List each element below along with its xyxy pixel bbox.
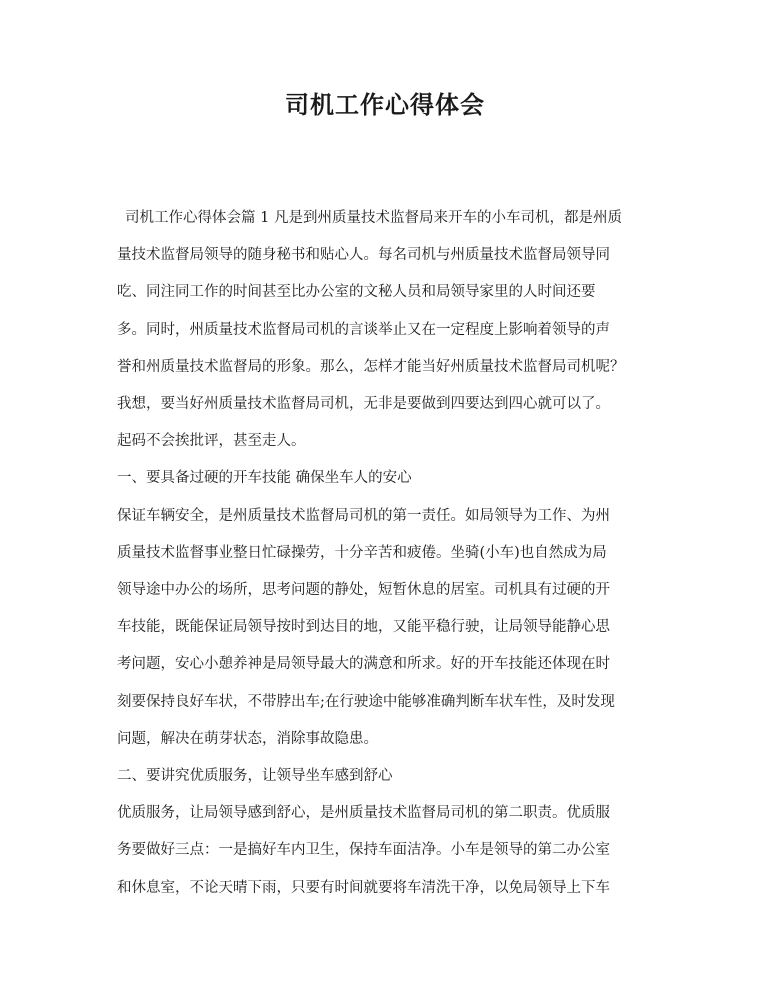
paragraph-line: 吃、同注同工作的时间甚至比办公室的文秘人员和局领导家里的人时间还要 (117, 284, 596, 301)
paragraph-line: 多。同时，州质量技术监督局司机的言谈举止又在一定程度上影响着领导的声 (117, 321, 610, 338)
paragraph-line: 和休息室，不论天晴下雨，只要有时间就要将车清洗干净，以免局领导上下车 (117, 879, 610, 896)
paragraph-line: 质量技术监督事业整日忙碌操劳，十分辛苦和疲倦。坐骑(小车)也自然成为局 (117, 544, 607, 561)
document-body (117, 200, 662, 907)
document-title: 司机工作心得体会 (285, 90, 485, 119)
paragraph-line: 司机工作心得体会篇 1 凡是到州质量技术监督局来开车的小车司机，都是州质 (125, 210, 622, 226)
paragraph-line: 我想，要当好州质量技术监督局司机，无非是要做到四要达到四心就可以了。 (117, 396, 610, 413)
paragraph-line: 起码不会挨批评，甚至走人。 (117, 433, 306, 450)
paragraph-line: 考问题，安心小憩养神是局领导最大的满意和所求。好的开车技能还体现在时 (117, 656, 610, 673)
paragraph-line: 量技术监督局领导的随身秘书和贴心人。每名司机与州质量技术监督局领导同 (117, 247, 610, 264)
paragraph-line: 车技能，既能保证局领导按时到达目的地，又能平稳行驶，让局领导能静心思 (117, 619, 610, 636)
section-heading-2: 二、要讲究优质服务，让领导坐车感到舒心 (117, 768, 393, 785)
section-heading-1: 一、要具备过硬的开车技能 确保坐车人的安心 (117, 470, 412, 487)
paragraph-line: 刻要保持良好车状，不带脖出车;在行驶途中能够准确判断车状车性，及时发现 (117, 693, 615, 710)
paragraph-line: 问题，解决在萌芽状态，消除事故隐患。 (117, 730, 378, 747)
paragraph-line: 保证车辆安全，是州质量技术监督局司机的第一责任。如局领导为工作、为州 (117, 507, 610, 524)
paragraph-line: 誉和州质量技术监督局的形象。那么，怎样才能当好州质量技术监督局司机呢？ (117, 358, 625, 375)
paragraph-line: 务要做好三点：一是搞好车内卫生，保持车面洁净。小车是领导的第二办公室 (117, 842, 610, 859)
paragraph-line: 领导途中办公的场所，思考问题的静处，短暂休息的居室。司机具有过硬的开 (117, 582, 610, 599)
paragraph-line: 优质服务，让局领导感到舒心，是州质量技术监督局司机的第二职责。优质服 (117, 805, 610, 822)
